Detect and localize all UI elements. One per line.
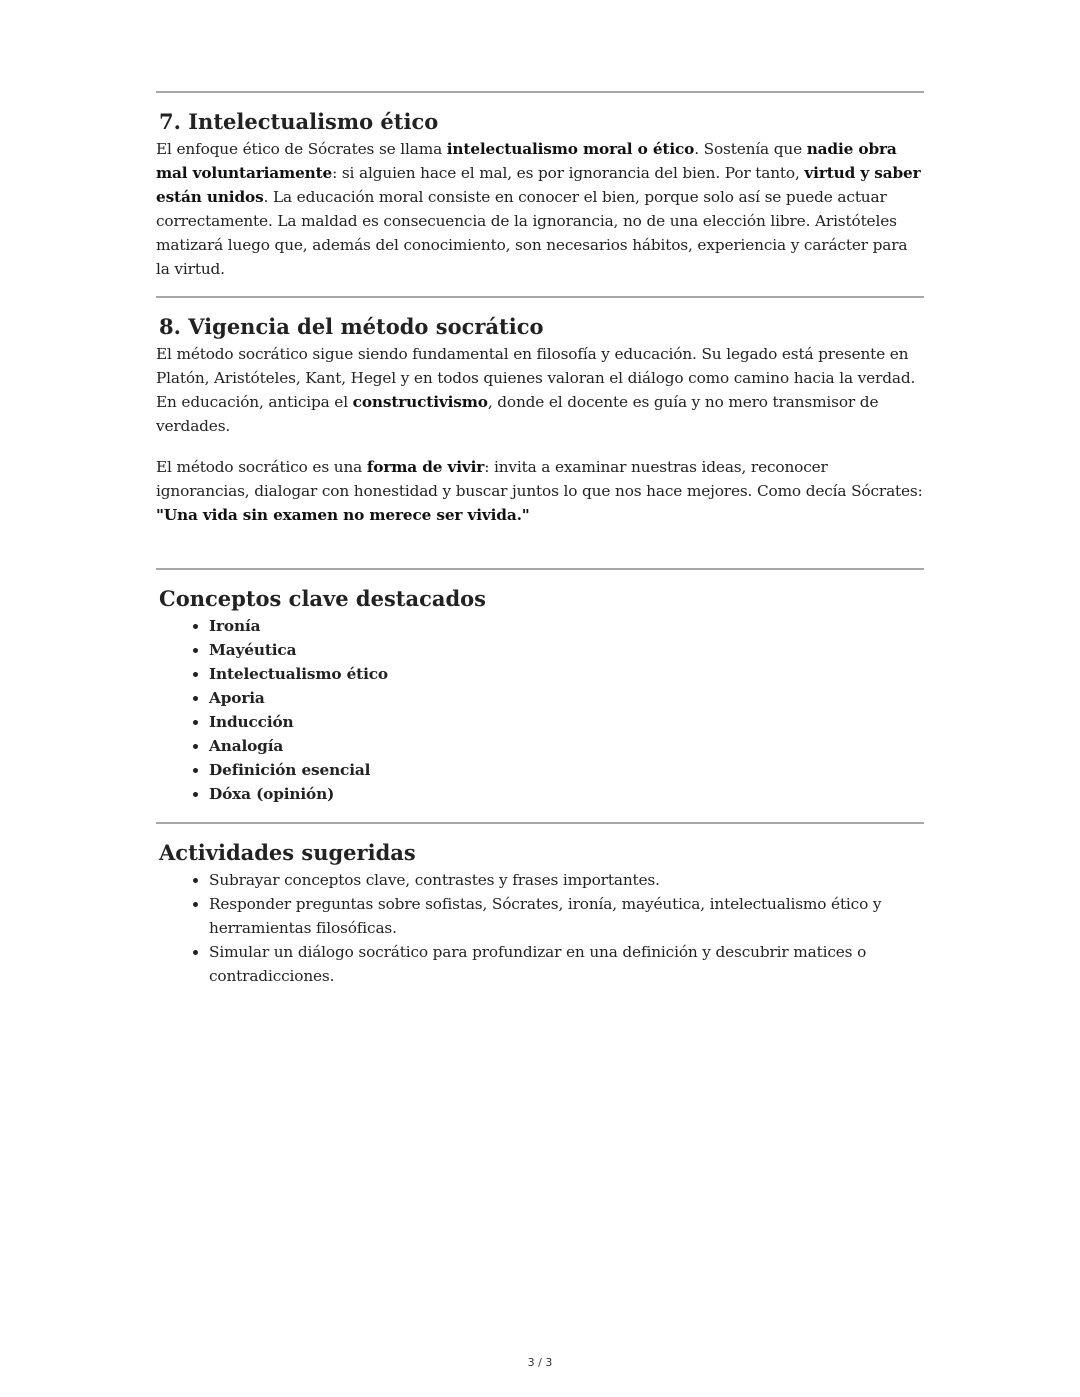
list-item: • Responder preguntas sobre sofistas, Sócrates, ironía, mayéutica, intelectualismo ético y herramientas filosóficas.: [209, 892, 924, 940]
text-run: El método socrático sigue siendo fundamental en filosofía y educación. Su legado está presente en Platón, Aristóteles, Kant, Hegel y en todos quienes valoran el diálogo como camino hacia la verdad. En educación, anticipa el: [156, 345, 916, 411]
list-item: • Analogía: [209, 734, 924, 758]
text-run: : si alguien hace el mal, es por ignorancia del bien. Por tanto,: [332, 164, 805, 182]
text-run: . La educación moral consiste en conocer el bien, porque solo así se puede actuar correctamente. La maldad es consecuencia de la ignorancia, no de una elección libre. Aristóteles matizará luego que, además del conocimiento, son necesarios hábitos, experiencia y carácter para la virtud.: [156, 188, 908, 278]
text-run: : invita a examinar nuestras ideas, reconocer ignorancias, dialogar con honestidad y buscar juntos lo que nos hace mejores. Como decía Sócrates:: [156, 458, 923, 500]
section-heading: 8. Vigencia del método socrático: [159, 314, 544, 339]
list-item: • Subrayar conceptos clave, contrastes y frases importantes.: [209, 868, 924, 892]
text-run: El enfoque ético de Sócrates se llama: [156, 140, 447, 158]
divider: [156, 91, 924, 93]
bold-text: nadie obra mal voluntariamente: [156, 140, 897, 182]
bold-text: intelectualismo moral o ético: [446, 140, 695, 158]
section-body: [156, 137, 924, 281]
list-item: • Definición esencial: [209, 758, 924, 782]
bold-text: virtud y saber están unidos: [156, 164, 921, 206]
list-item: • Dóxa (opinión): [209, 782, 924, 806]
list-item: • Mayéutica: [209, 638, 924, 662]
list-item: • Intelectualismo ético: [209, 662, 924, 686]
page-number: 3 / 3: [527, 1356, 553, 1369]
list-item: • Aporia: [209, 686, 924, 710]
section-actividades: [156, 822, 924, 988]
divider: [156, 568, 924, 570]
divider: [156, 296, 924, 298]
text-run: . Sostenía que: [694, 140, 807, 158]
paragraph: [156, 137, 924, 281]
bold-text: "Una vida sin examen no merece ser vivida.": [156, 506, 530, 524]
text-run: El método socrático es una: [156, 458, 367, 476]
bold-text: forma de vivir: [366, 458, 485, 476]
paragraph: [156, 455, 924, 527]
section-intelectualismo: [156, 91, 924, 281]
section-heading: 7. Intelectualismo ético: [159, 109, 439, 134]
list-item: • Inducción: [209, 710, 924, 734]
section-heading: Actividades sugeridas: [159, 840, 416, 865]
section-vigencia: [156, 296, 924, 527]
section-body: [156, 342, 924, 527]
list-item: • Ironía: [209, 614, 924, 638]
text-run: , donde el docente es guía y no mero transmisor de verdades.: [156, 393, 879, 435]
section-heading: Conceptos clave destacados: [159, 586, 486, 611]
activities-list: [156, 868, 924, 988]
section-conceptos: [156, 568, 924, 806]
paragraph: [156, 342, 924, 438]
bold-text: constructivismo: [352, 393, 488, 411]
concepts-list: [156, 614, 924, 806]
divider: [156, 822, 924, 824]
list-item: • Simular un diálogo socrático para profundizar en una definición y descubrir matices o contradicciones.: [209, 940, 924, 988]
